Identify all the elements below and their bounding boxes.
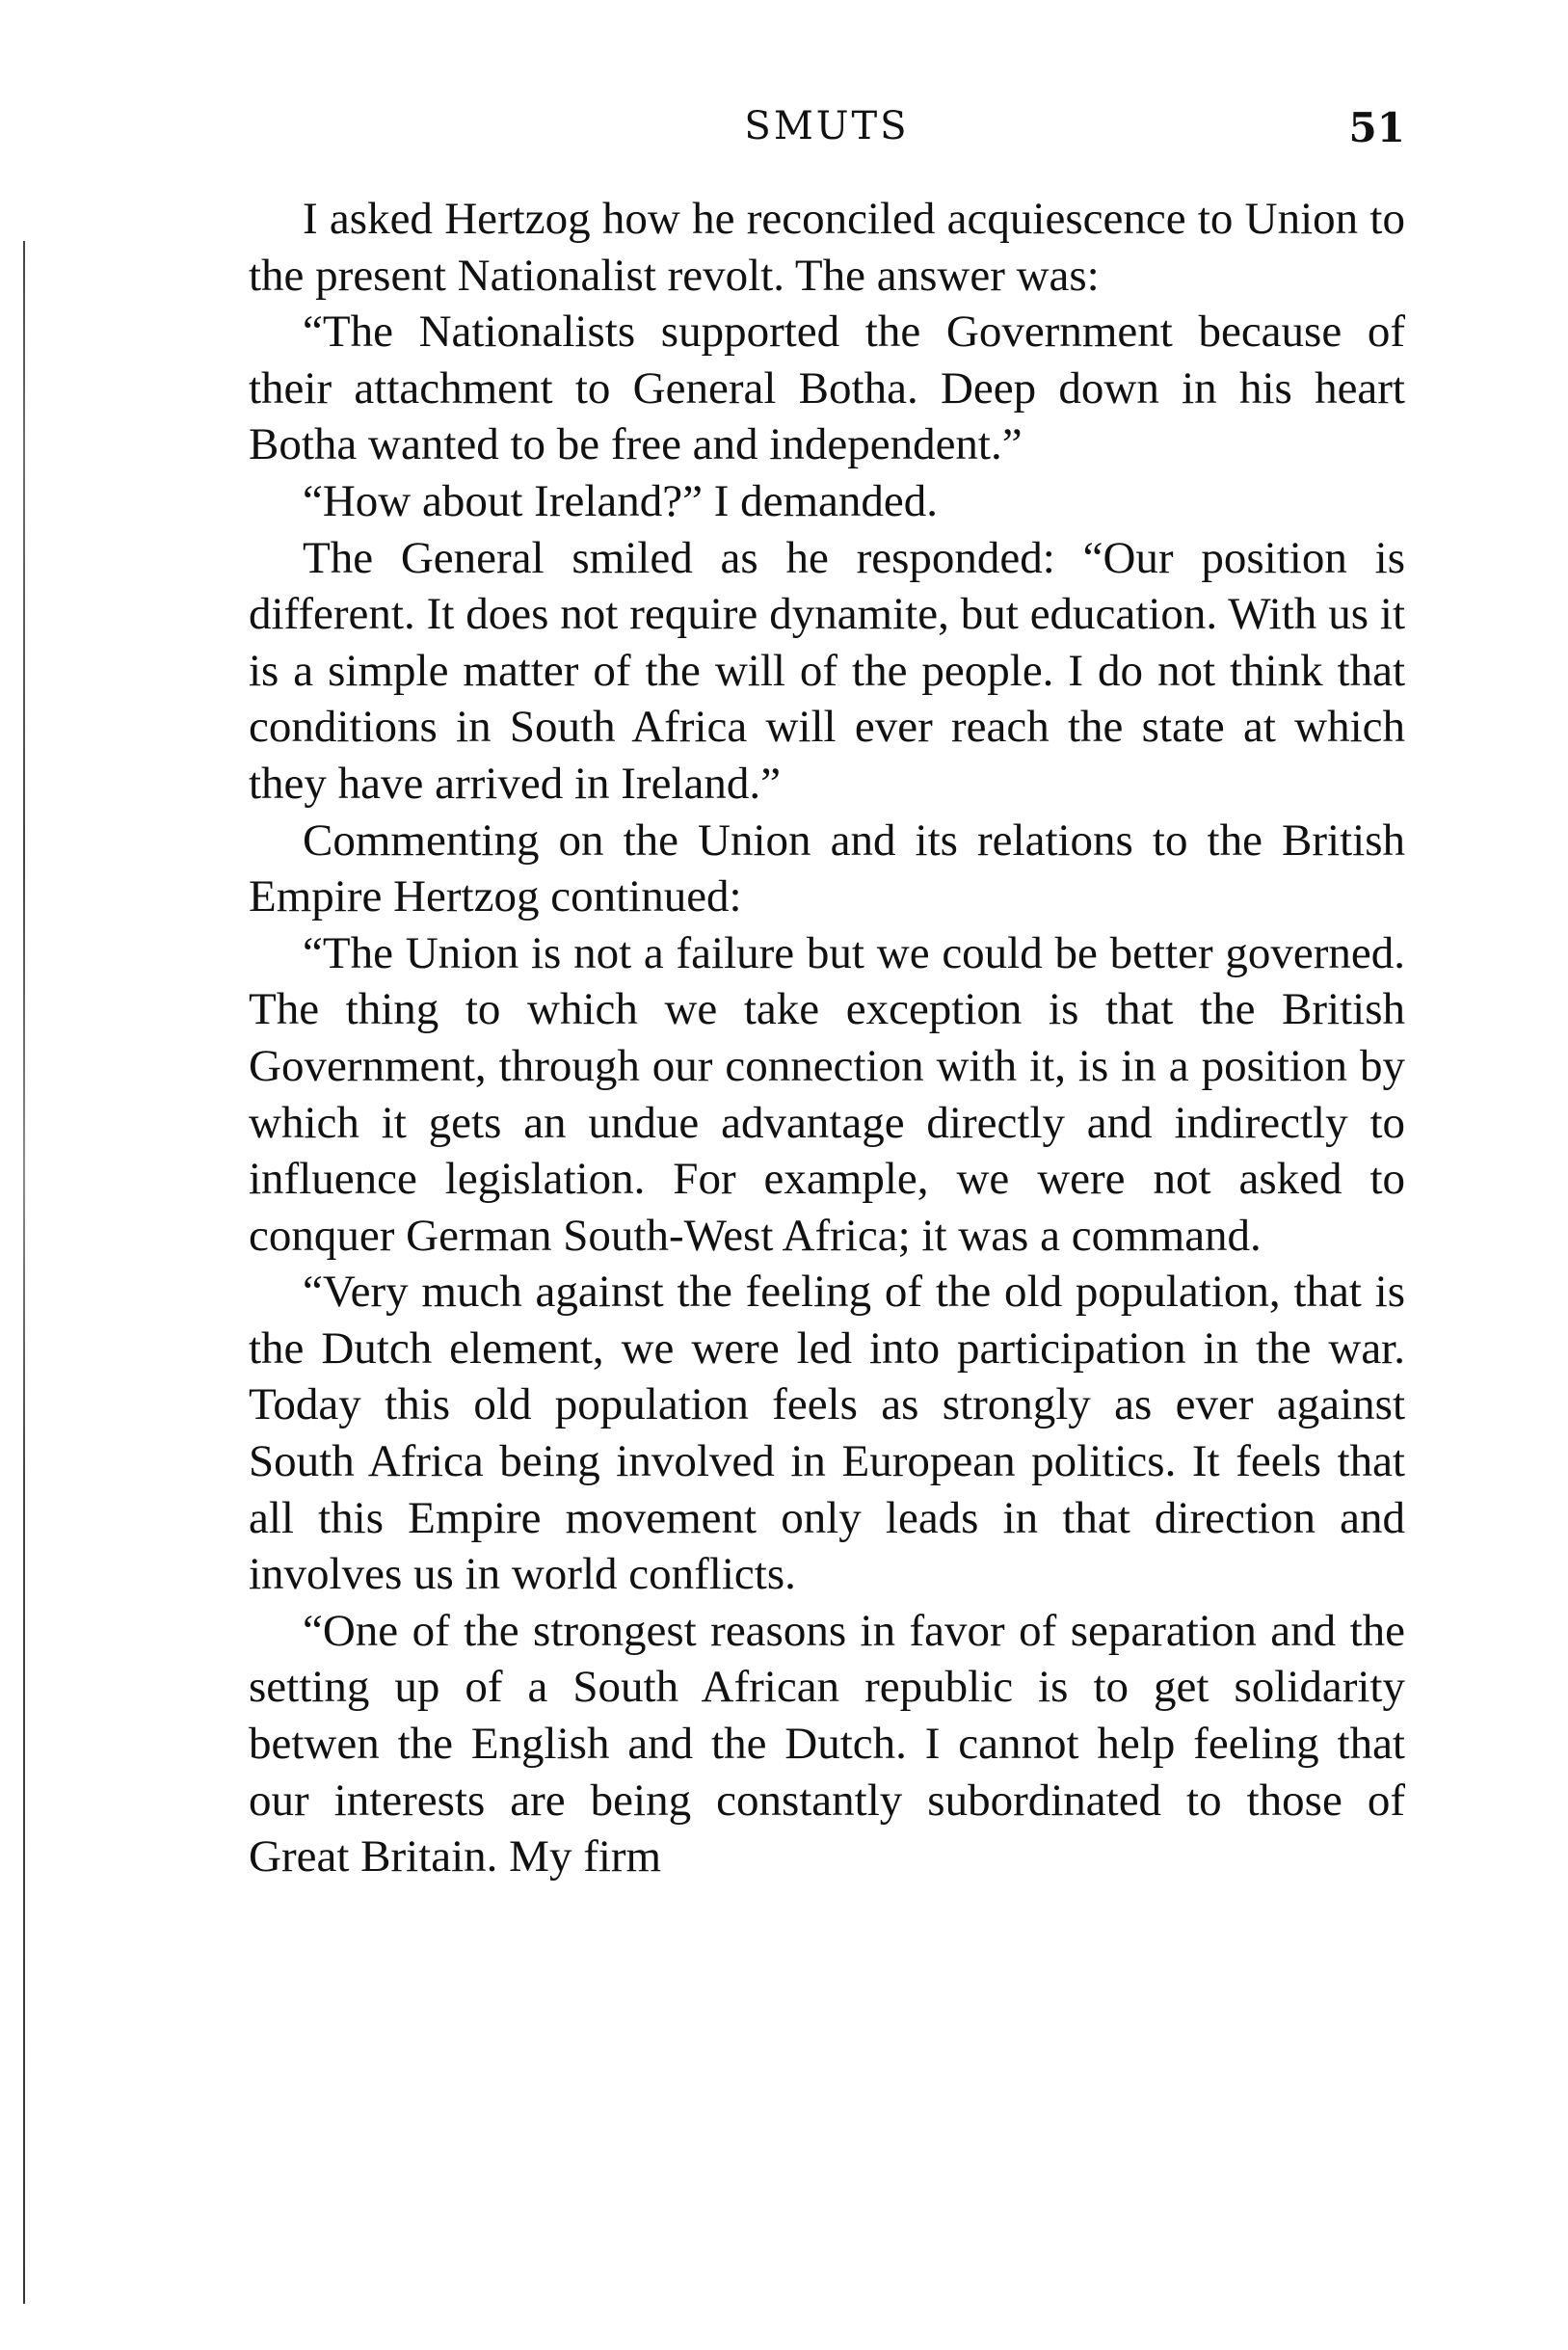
gutter-binding-edge [23,241,25,2304]
paragraph: I asked Hertzog how he reconciled acquiescence to Union to the present Nationalist revolt. The answer was: [249,194,1405,301]
paragraph: “The Nationalists supported the Government because of their attachment to General Botha. Deep down in his heart Botha wanted to be free and independent.” [249,307,1405,470]
paragraph: “How about Ireland?” I demanded. [303,475,939,526]
paragraph: Commenting on the Union and its relations to the British Empire Hertzog continued: [249,814,1405,922]
body-text [249,191,1405,1885]
paragraph: “One of the strongest reasons in favor of separation and the setting up of a South African republic is to get solidarity betwen the English and the Dutch. I cannot help feeling that our interests are being constantly subordinated to those of Great Britain. My firm [249,1605,1405,1883]
paragraph: The General smiled as he responded: “Our position is different. It does not require dynamite, but education. With us it is a simple matter of the will of the people. I do not think that conditions in South Africa will ever reach the state at which they have arrived in Ireland.” [249,532,1405,809]
running-title: SMUTS [744,104,910,148]
paragraph: “Very much against the feeling of the old population, that is the Dutch element, we were led into participation in the war. Today this old population feels as strongly as ever against South Africa being involved in European politics. It feels that all this Empire movement only leads in that direction and involves us in world conflicts. [249,1267,1405,1600]
page-number: 51 [1348,104,1405,151]
running-head [249,104,1405,172]
paragraph: “The Union is not a failure but we could be better governed. The thing to which we take exception is that the British Government, through our connection with it, is in a position by which it gets an undue advantage directly and indirectly to influence legislation. For example, we were not asked to conquer German South-West Africa; it was a command. [249,927,1405,1261]
